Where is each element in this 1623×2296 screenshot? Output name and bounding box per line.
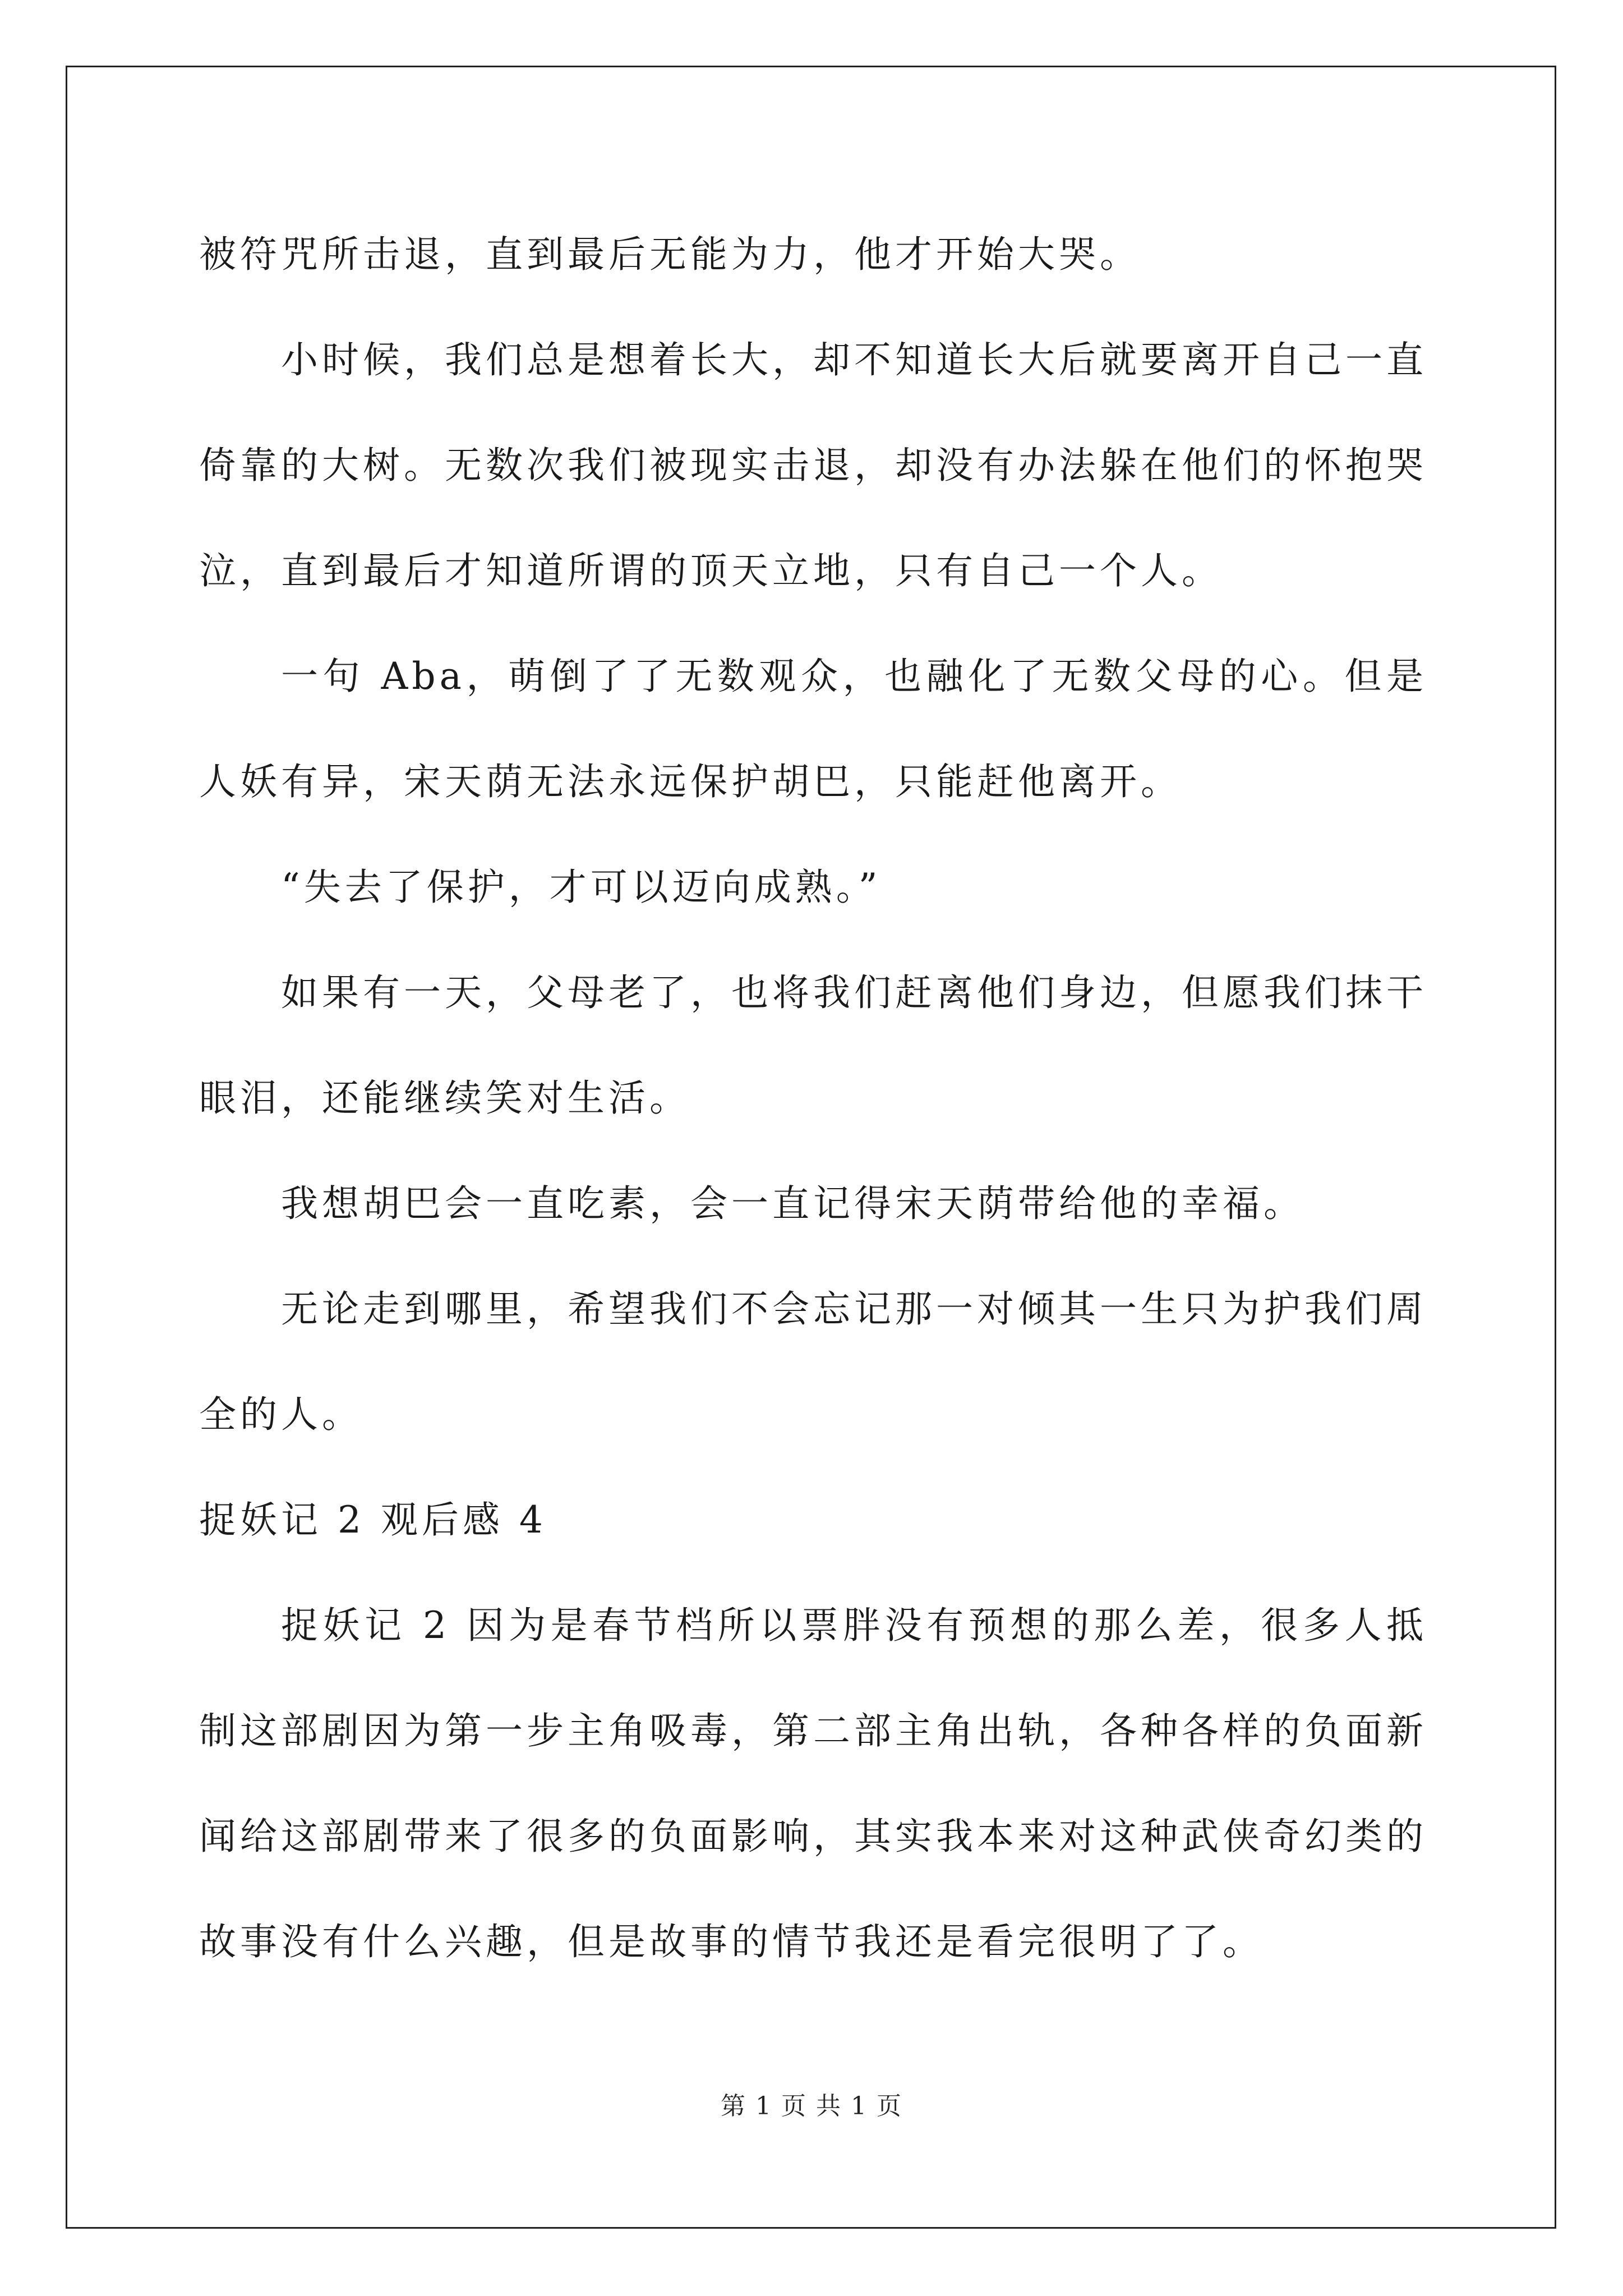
paragraph-6: 我想胡巴会一直吃素，会一直记得宋天荫带给他的幸福。 — [281, 1182, 1304, 1225]
document-body — [199, 202, 1427, 1995]
paragraph-2: 小时候，我们总是想着长大，却不知道长大后就要离开自己一直倚靠的大树。无数次我们被现实击退，却没有办法躲在他们的怀抱哭泣，直到最后才知道所谓的顶天立地，只有自己一个人。 — [199, 338, 1427, 592]
paragraph-3: 一句 Aba，萌倒了了无数观众，也融化了无数父母的心。但是人妖有异，宋天荫无法永远保护胡巴，只能赶他离开。 — [199, 655, 1427, 803]
page-footer: 第 1 页 共 1 页 — [721, 2092, 902, 2120]
paragraph-4: “失去了保护，才可以迈向成熟。” — [281, 866, 882, 909]
paragraph-1: 被符咒所击退，直到最后无能为力，他才开始大哭。 — [199, 233, 1141, 276]
paragraph-8: 捉妖记 2 因为是春节档所以票胖没有预想的那么差，很多人抵制这部剧因为第一步主角吸毒，第二部主角出轨，各种各样的负面新闻给这部剧带来了很多的负面影响，其实我本来对这种武侠奇幻类的故事没有什么兴趣，但是故事的情节我还是看完很明了了。 — [199, 1604, 1427, 1963]
paragraph-5: 如果有一天，父母老了，也将我们赶离他们身边，但愿我们抹干眼泪，还能继续笑对生活。 — [199, 971, 1427, 1120]
section-heading: 捉妖记 2 观后感 4 — [199, 1498, 547, 1542]
paragraph-7: 无论走到哪里，希望我们不会忘记那一对倾其一生只为护我们周全的人。 — [199, 1287, 1427, 1436]
